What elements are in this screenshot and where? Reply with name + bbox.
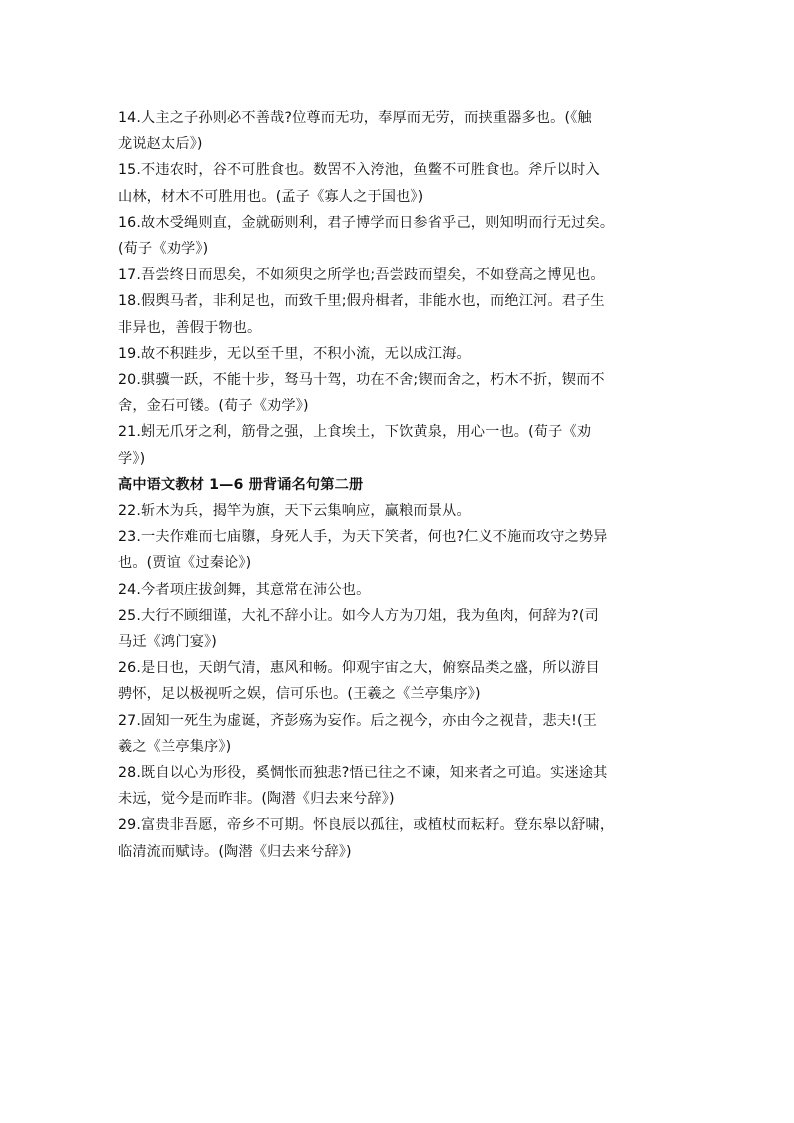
text-line: 18.假舆马者，非利足也，而致千里;假舟楫者，非能水也，而绝江河。君子生 [118, 293, 605, 310]
text-line: 龙说赵太后》) [118, 136, 203, 153]
text-line: 22.斩木为兵，揭竿为旗，天下云集响应，赢粮而景从。 [118, 503, 471, 520]
text-line: 21.蚓无爪牙之利，筋骨之强，上食埃土，下饮黄泉，用心一也。(荀子《劝 [118, 424, 592, 441]
text-line: 骋怀，足以极视听之娱，信可乐也。(王羲之《兰亭集序》) [118, 686, 481, 703]
text-line: 19.故不积跬步，无以至千里，不积小流，无以成江海。 [118, 345, 471, 362]
text-body [118, 105, 676, 865]
text-line: 24.今者项庄拔剑舞，其意常在沛公也。 [118, 581, 371, 598]
text-line: 马迁《鸿门宴》) [118, 634, 217, 651]
text-line: 学》) [118, 450, 146, 467]
text-line: 羲之《兰亭集序》) [118, 738, 232, 755]
text-line: 16.故木受绳则直，金就砺则利，君子博学而日参省乎己，则知明而行无过矣。 [118, 214, 615, 231]
text-line: 14.人主之子孙则必不善哉?位尊而无功，奉厚而无劳，而挟重器多也。(《触 [118, 110, 592, 126]
text-line: 26.是日也，天朗气清，惠风和畅。仰观宇宙之大，俯察品类之盛，所以游目 [118, 660, 600, 677]
text-line: (荀子《劝学》) [118, 241, 209, 258]
text-line: 29.富贵非吾愿，帝乡不可期。怀良辰以孤往，或植杖而耘耔。登东皋以舒啸， [118, 817, 615, 834]
text-line: 15.不违农时，谷不可胜食也。数罟不入洿池，鱼鳖不可胜食也。斧斤以时入 [118, 162, 600, 179]
text-line: 25.大行不顾细谨，大礼不辞小让。如今人方为刀俎，我为鱼肉，何辞为?(司 [118, 607, 599, 624]
text-line: 非异也，善假于物也。 [118, 319, 262, 336]
text-line: 28.既自以心为形役，奚惆怅而独悲?悟已往之不谏，知来者之可追。实迷途其 [118, 765, 608, 782]
text-line: 27.固知一死生为虚诞，齐彭殇为妄作。后之视今，亦由今之视昔，悲夫!(王 [118, 712, 597, 729]
section-heading: 高中语文教材 1—6 册背诵名句第二册 [118, 476, 364, 493]
text-line: 23.一夫作难而七庙隳，身死人手，为天下笑者，何也?仁义不施而攻守之势异 [118, 529, 608, 546]
text-line: 也。(贾谊《过秦论》) [118, 555, 252, 572]
text-line: 17.吾尝终日而思矣，不如须臾之所学也;吾尝跂而望矣，不如登高之博见也。 [118, 267, 605, 284]
text-line: 山林，材木不可胜用也。(孟子《寡人之于国也》) [118, 188, 424, 205]
text-line: 20.骐骥一跃，不能十步，驽马十驾，功在不舍;锲而舍之，朽木不折，锲而不 [118, 372, 605, 389]
text-line: 未远，觉今是而昨非。(陶潜《归去来兮辞》) [118, 791, 395, 808]
text-line: 舍，金石可镂。(荀子《劝学》) [118, 398, 309, 415]
text-line: 临清流而赋诗。(陶潜《归去来兮辞》) [118, 843, 352, 860]
